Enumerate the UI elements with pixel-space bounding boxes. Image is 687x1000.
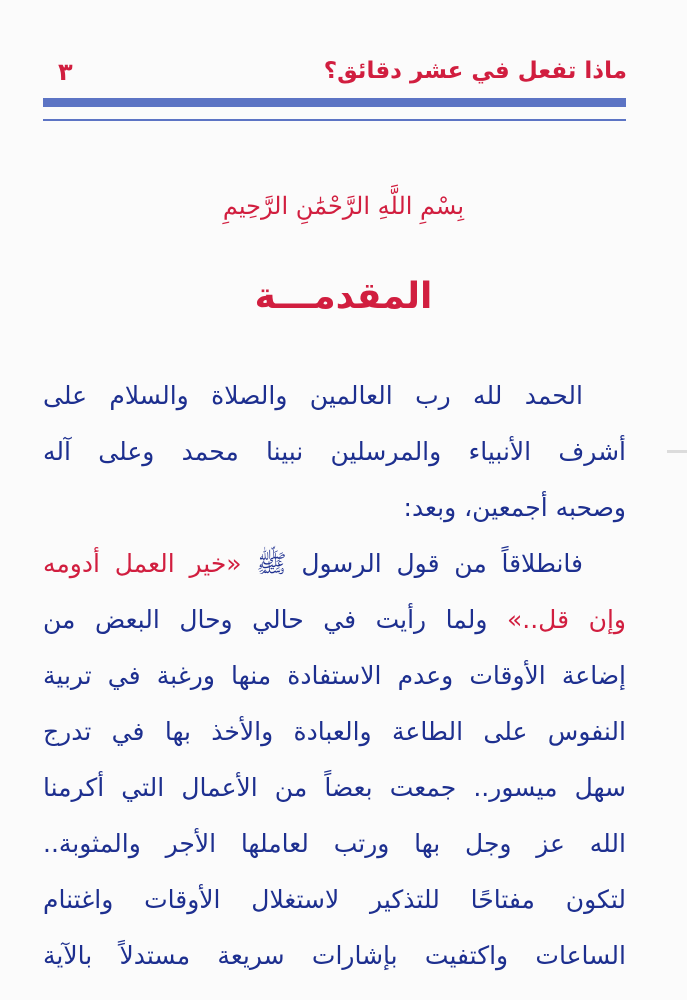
paragraph2-line4: النفوس على الطاعة والعبادة والأخذ بها في تدرج bbox=[43, 717, 626, 746]
paragraph2-line3: إضاعة الأوقات وعدم الاستفادة منها ورغبة في تربية bbox=[43, 661, 626, 690]
paragraph2-line2-text: ولما رأيت في حالي وحال البعض من bbox=[43, 605, 507, 634]
section-title: المقدمـــة bbox=[254, 276, 433, 317]
header-rule-thin bbox=[43, 119, 626, 121]
paragraph2-line6: الله عز وجل بها ورتب لعاملها الأجر والمثوبة.. bbox=[43, 829, 626, 858]
running-title: ماذا تفعل في عشر دقائق؟ bbox=[323, 58, 627, 84]
paragraph2-line8: الساعات واكتفيت بإشارات سريعة مستدلاً بالآية bbox=[43, 941, 626, 970]
paragraph1-line3: وصحبه أجمعين، وبعد: bbox=[403, 493, 626, 522]
paragraph2-line5: سهل ميسور.. جمعت بعضاً من الأعمال التي أكرمنا bbox=[43, 773, 626, 802]
paragraph2-line1-text: فانطلاقاً من قول الرسول ﷺ bbox=[241, 549, 583, 578]
header-rule-thick bbox=[43, 98, 626, 107]
paragraph1-line1: الحمد لله رب العالمين والصلاة والسلام على bbox=[43, 381, 583, 410]
scan-edge-mark bbox=[667, 450, 687, 453]
hadith-quote-part2: وإن قل..» bbox=[506, 605, 626, 634]
paragraph1-line2: أشرف الأنبياء والمرسلين نبينا محمد وعلى آله bbox=[43, 437, 626, 466]
paragraph2-line2 bbox=[43, 592, 626, 648]
paragraph2-line1 bbox=[43, 536, 626, 592]
page-number: ٣ bbox=[58, 58, 73, 86]
hadith-quote-part1: «خير العمل أدومه bbox=[43, 549, 242, 578]
basmala: بِسْمِ اللَّهِ الرَّحْمَٰنِ الرَّحِيمِ bbox=[222, 192, 465, 220]
paragraph2-line7: لتكون مفتاحًا للتذكير لاستغلال الأوقات واغتنام bbox=[43, 885, 626, 914]
